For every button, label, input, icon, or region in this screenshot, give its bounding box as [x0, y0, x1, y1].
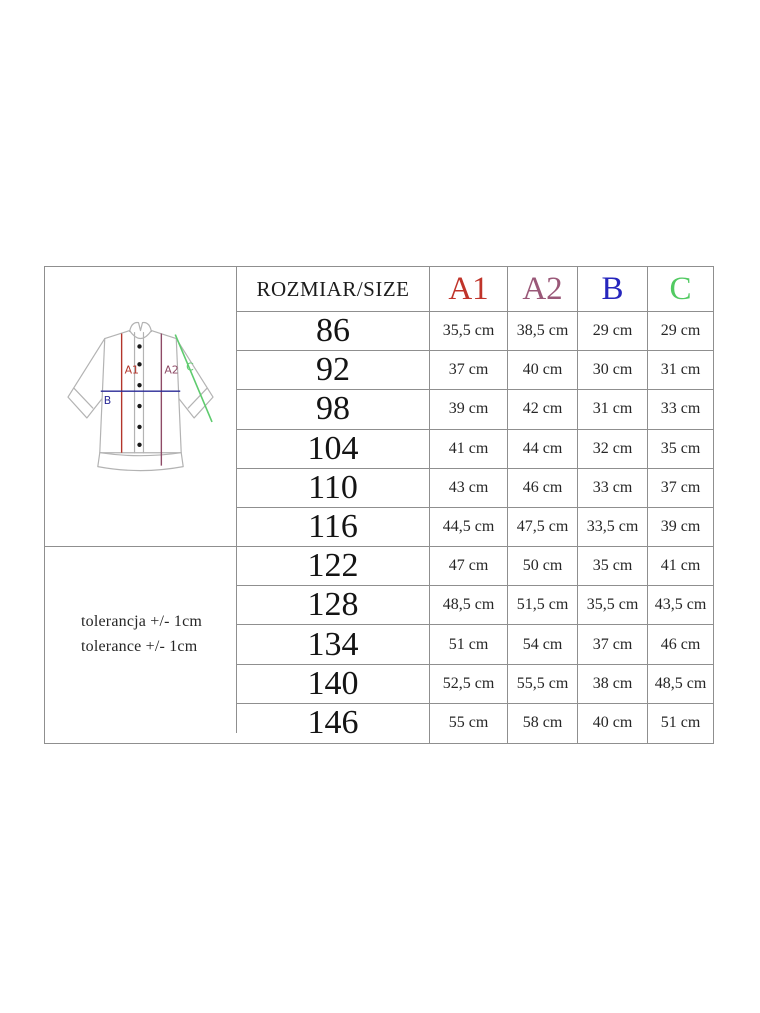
measure-cell-b: 37 cm [578, 625, 648, 664]
measure-cell-a2: 46 cm [508, 469, 578, 508]
column-header-size: ROZMIAR/SIZE [237, 267, 430, 312]
measure-cell-a2: 47,5 cm [508, 508, 578, 547]
measure-cell-a1: 51 cm [430, 625, 508, 664]
column-header-b: B [578, 267, 648, 312]
measure-cell-a2: 50 cm [508, 547, 578, 586]
measure-cell-b: 33,5 cm [578, 508, 648, 547]
size-cell: 122 [237, 547, 430, 586]
size-cell: 116 [237, 508, 430, 547]
shirt-diagram-illustration [45, 267, 236, 546]
measure-cell-a2: 42 cm [508, 390, 578, 429]
measure-cell-c: 43,5 cm [648, 586, 713, 625]
garment-diagram-cell [45, 267, 237, 547]
diagram-label-a1: A1 [124, 363, 140, 377]
measure-cell-c: 31 cm [648, 351, 713, 390]
diagram-label-b: B [103, 394, 112, 408]
shirt-collar [130, 323, 152, 332]
measure-cell-c: 41 cm [648, 547, 713, 586]
size-cell: 98 [237, 390, 430, 429]
measure-cell-a2: 58 cm [508, 704, 578, 743]
column-header-c: C [648, 267, 713, 312]
column-header-a1: A1 [430, 267, 508, 312]
measure-cell-b: 38 cm [578, 665, 648, 704]
tolerance-text-pl: tolerancja +/- 1cm [81, 613, 203, 631]
measure-cell-a1: 43 cm [430, 469, 508, 508]
size-cell: 134 [237, 625, 430, 664]
size-cell: 140 [237, 665, 430, 704]
measure-cell-a2: 38,5 cm [508, 312, 578, 351]
tolerance-text-en: tolerance +/- 1cm [81, 638, 198, 656]
measure-cell-a2: 51,5 cm [508, 586, 578, 625]
measure-cell-b: 33 cm [578, 469, 648, 508]
measure-cell-b: 35,5 cm [578, 586, 648, 625]
measure-cell-a1: 55 cm [430, 704, 508, 743]
measure-cell-a2: 40 cm [508, 351, 578, 390]
measure-cell-a1: 41 cm [430, 430, 508, 469]
size-cell: 128 [237, 586, 430, 625]
measure-cell-b: 30 cm [578, 351, 648, 390]
measure-cell-c: 37 cm [648, 469, 713, 508]
size-cell: 92 [237, 351, 430, 390]
measure-cell-a1: 35,5 cm [430, 312, 508, 351]
size-cell: 146 [237, 704, 430, 743]
measure-cell-c: 35 cm [648, 430, 713, 469]
measure-cell-b: 29 cm [578, 312, 648, 351]
measure-cell-b: 35 cm [578, 547, 648, 586]
shirt-hem-band [98, 453, 183, 471]
measure-cell-a2: 54 cm [508, 625, 578, 664]
measure-cell-a2: 55,5 cm [508, 665, 578, 704]
measure-cell-b: 40 cm [578, 704, 648, 743]
size-cell: 104 [237, 430, 430, 469]
measure-cell-a1: 44,5 cm [430, 508, 508, 547]
measure-cell-b: 31 cm [578, 390, 648, 429]
measure-cell-c: 48,5 cm [648, 665, 713, 704]
measure-cell-a2: 44 cm [508, 430, 578, 469]
measure-cell-a1: 39 cm [430, 390, 508, 429]
size-cell: 110 [237, 469, 430, 508]
measure-cell-a1: 37 cm [430, 351, 508, 390]
tolerance-note-cell [45, 537, 237, 733]
measure-cell-a1: 48,5 cm [430, 586, 508, 625]
measure-cell-c: 51 cm [660, 714, 701, 732]
diagram-label-a2: A2 [164, 363, 179, 377]
measure-cell-a1: 47 cm [430, 547, 508, 586]
measure-cell-c: 29 cm [648, 312, 713, 351]
measure-cell-a1: 52,5 cm [430, 665, 508, 704]
measure-cell-b: 32 cm [578, 430, 648, 469]
measure-cell-c: 46 cm [648, 625, 713, 664]
measure-cell-c: 39 cm [648, 508, 713, 547]
measure-cell-c: 33 cm [648, 390, 713, 429]
column-header-a2: A2 [508, 267, 578, 312]
size-cell: 86 [237, 312, 430, 351]
diagram-label-c: C [186, 360, 194, 374]
size-chart-table [44, 266, 714, 744]
